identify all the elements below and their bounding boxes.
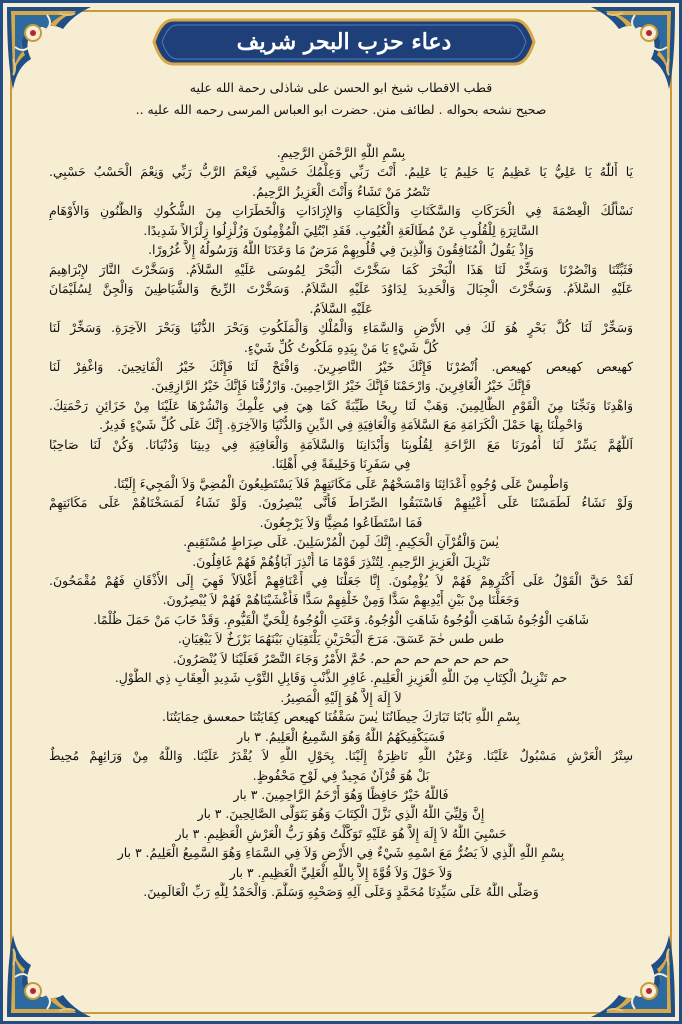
prayer-line: فَإِنَّكَ خَيْرُ الْغَافِرِينَ. وَارْحَمْنَا فَإِنَّكَ خَيْرُ الرَّاحِمِينَ. وَارْزُقْنَا فَإِنَّكَ خَيْرُ الرَّازِقِينَ. (151, 378, 531, 394)
prayer-line: كهيعص كهيعص كهيعص. اُنْصُرْنَا فَإِنَّكَ خَيْرُ النَّاصِرِينَ. وَافْتَحْ لَنَا فَإِنَّكَ خَيْرُ الْفَاتِحِينَ. وَاغْفِرْ لَنَا (49, 358, 633, 374)
prayer-line: اَللَّهُمَّ يَسِّرْ لَنَا أُمُورَنَا مَعَ الرَّاحَةِ لِقُلُوبِنَا وَأَبْدَانِنَا وَالسَّلاَمَةِ وَالْعَافِيَةِ فِي دِينِنَا وَدُنْيَانَا. وَكُنْ لَنَا صَاحِبًا (49, 436, 633, 452)
page-title: دعاء حزب البحر شريف (236, 29, 452, 55)
prayer-line: فِي سَفَرِنَا وَخَلِيفَةً فِي أَهْلِنَا. (271, 456, 411, 472)
prayer-line: بِسْمِ اللَّهِ بَابُنَا تَبَارَكَ حِيطَانُنَا يٰسٓ سَقْفُنَا كهيعص كِفَايَتُنَا حمعسق حِمَايَتُنَا. (162, 709, 520, 725)
prayer-line: كُلَّ شَيْءٍ يَا مَنْ بِيَدِهِ مَلَكُوتُ كُلِّ شَيْءٍ. (243, 339, 439, 355)
prayer-line: وَسَخِّرْ لَنَا كُلَّ بَحْرٍ هُوَ لَكَ فِي الأَرْضِ وَالسَّمَاءِ وَالْمُلْكِ وَالْمَلَكُوتِ وَبَحْرَ الدُّنْيَا وَبَحْرَ الآخِرَةِ. وَسَخِّرْ لَنَا (49, 320, 633, 336)
prayer-line: فَثَبِّتْنَا وَانْصُرْنَا وَسَخِّرْ لَنَا هَذَا الْبَحْرَ كَمَا سَخَّرْتَ الْبَحْرَ لِمُوسَى عَلَيْهِ السَّلاَمُ. وَسَخَّرْتَ النَّارَ لإِبْرَاهِيمَ (49, 261, 633, 277)
prayer-line: السَّاتِرَةِ لِلْقُلُوبِ عَنْ مُطَالَعَةِ الْغُيُوبِ. فَقَدِ ابْتُلِيَ الْمُؤْمِنُونَ وَزُلْزِلُوا زِلْزَالاً شَدِيدًا. (143, 222, 539, 238)
prayer-line: عَلَيْهِ السَّلاَمُ. (309, 300, 373, 316)
prayer-line: حَسْبِيَ اللَّهُ لاَ إِلَهَ إِلاَّ هُوَ عَلَيْهِ تَوَكَّلْتُ وَهُوَ رَبُّ الْعَرْشِ الْعَظِيمِ. ٣ بار (175, 825, 507, 841)
prayer-line: لَقَدْ حَقَّ الْقَوْلُ عَلَى أَكْثَرِهِمْ فَهُمْ لاَ يُؤْمِنُونَ. إِنَّا جَعَلْنَا فِي أَعْنَاقِهِمْ أَغْلاَلاً فَهِيَ إِلَى الأَذْقَانِ فَهُمْ مُقْمَحُونَ. (49, 572, 633, 588)
prayer-line: فَاللَّهُ خَيْرٌ حَافِظًا وَهُوَ أَرْحَمُ الرَّاحِمِينَ. ٣ بار (233, 786, 449, 802)
prayer-line: وَصَلَّى اللَّهُ عَلَى سَيِّدِنَا مُحَمَّدٍ وَعَلَى آلِهِ وَصَحْبِهِ وَسَلَّمَ. وَالْحَمْدُ لِلَّهِ رَبِّ الْعَالَمِينَ. (143, 884, 539, 900)
prayer-line: وَلاَ حَوْلَ وَلاَ قُوَّةَ إِلاَّ بِاللَّهِ الْعَلِيِّ الْعَظِيمِ. ٣ بار (229, 864, 453, 880)
prayer-line: نَسْأَلُكَ الْعِصْمَةَ فِي الْحَرَكَاتِ وَالسَّكَنَاتِ وَالْكَلِمَاتِ وَالإِرَادَاتِ وَالْخَطَرَاتِ مِنَ الشُّكُوكِ وَالظُّنُونِ وَالأَوْهَامِ (49, 203, 633, 219)
prayer-line: وَاحْمِلْنَا بِهَا حَمْلَ الْكَرَامَةِ مَعَ السَّلاَمَةِ وَالْعَافِيَةِ فِي الدِّينِ وَالدُّنْيَا وَالآخِرَةِ. إِنَّكَ عَلَى كُلِّ شَيْءٍ قَدِيرٌ. (99, 417, 583, 433)
attribution-line: قطب الاقطاب شیخ ابو الحسن علی شاذلی رحمة الله علیه (189, 80, 493, 95)
title-banner (151, 17, 537, 67)
prayer-line: وَلَوْ نَشَاءُ لَطَمَسْنَا عَلَى أَعْيُنِهِمْ فَاسْتَبَقُوا الصِّرَاطَ فَأَنَّى يُبْصِرُونَ. وَلَوْ نَشَاءُ لَمَسَخْنَاهُمْ عَلَى مَكَانَتِهِمْ (49, 495, 633, 511)
prayer-line: بِسْمِ اللَّهِ الَّذِي لاَ يَضُرُّ مَعَ اسْمِهِ شَيْءٌ فِي الأَرْضِ وَلاَ فِي السَّمَاءِ وَهُوَ السَّمِيعُ الْعَلِيمُ. ٣ بار (117, 845, 565, 861)
prayer-line: سِتْرُ الْعَرْشِ مَسْبُولٌ عَلَيْنَا. وَعَيْنُ اللَّهِ نَاظِرَةٌ إِلَيْنَا. بِحَوْلِ اللَّهِ لاَ يُقْدَرُ عَلَيْنَا. وَاللَّهُ مِنْ وَرَائِهِمْ مُحِيطٌ (49, 748, 633, 764)
prayer-line: وَاهْدِنَا وَنَجِّنَا مِنَ الْقَوْمِ الظَّالِمِينَ. وَهَبْ لَنَا رِيحًا طَيِّبَةً كَمَا هِيَ فِي عِلْمِكَ وَانْشُرْهَا عَلَيْنَا مِنْ خَزَائِنِ رَحْمَتِكَ. (49, 397, 633, 413)
source-line: صحیح نشحه بحواله . لطائف منن. حضرت ابو العباس المرسی رحمه الله علیه .. (135, 102, 547, 117)
prayer-line: لاَ إِلَهَ إِلاَّ هُوَ إِلَيْهِ الْمَصِيرُ. (280, 689, 402, 705)
prayer-line: بِسْمِ اللَّهِ الرَّحْمَنِ الرَّحِيمِ. (276, 145, 406, 160)
prayer-line: تَنْزِيلَ الْعَزِيزِ الرَّحِيمِ. لِتُنْذِرَ قَوْمًا مَا أُنْذِرَ آبَاؤُهُمْ فَهُمْ غَافِلُونَ. (192, 553, 490, 569)
prayer-line: فَمَا اسْتَطَاعُوا مُضِيًّا وَلاَ يَرْجِعُونَ. (259, 514, 423, 530)
prayer-line: وَجَعَلْنَا مِنْ بَيْنِ أَيْدِيهِمْ سَدًّا وَمِنْ خَلْفِهِمْ سَدًّا فَأَغْشَيْنَاهُمْ فَهُمْ لاَ يُبْصِرُونَ. (162, 592, 520, 608)
prayer-line: تَنْصُرُ مَنْ تَشَاءُ وَأَنْتَ الْعَزِيزُ الرَّحِيمُ. (252, 183, 430, 199)
prayer-text (49, 143, 633, 1007)
prayer-line: يَا أَللّٰهُ يَا عَلِيُّ يَا عَظِيمُ يَا حَلِيمُ يَا عَلِيمُ. أَنْتَ رَبِّي وَعِلْمُكَ حَسْبِي فَنِعْمَ الرَّبُّ رَبِّي وَنِعْمَ الْحَسْبُ حَسْبِي. (49, 164, 633, 180)
prayer-line: فَسَيَكْفِيكَهُمُ اللَّهُ وَهُوَ السَّمِيعُ الْعَلِيمُ. ٣ بار (237, 728, 445, 744)
prayer-line: يٰسٓ وَالْقُرْآنِ الْحَكِيمِ. إِنَّكَ لَمِنَ الْمُرْسَلِينَ. عَلَى صِرَاطٍ مُسْتَقِيمٍ. (183, 534, 499, 550)
prayer-line: حم حم حم حم حم حم حم. حُمَّ الأَمْرُ وَجَاءَ النَّصْرُ فَعَلَيْنَا لاَ يُنْصَرُونَ. (172, 650, 510, 666)
prayer-line: عَلَيْهِ السَّلاَمُ. وَسَخَّرْتَ الْجِبَالَ وَالْحَدِيدَ لِدَاوُدَ عَلَيْهِ السَّلاَمُ. وَسَخَّرْتَ الرِّيحَ وَالشَّيَاطِينَ وَالْجِنَّ لِسُلَيْمَانَ (49, 281, 633, 297)
prayer-line: حم تَنْزِيلُ الْكِتَابِ مِنَ اللَّهِ الْعَزِيزِ الْعَلِيمِ. غَافِرِ الذَّنْبِ وَقَابِلِ التَّوْبِ شَدِيدِ الْعِقَابِ ذِي الطَّوْلِ. (114, 670, 568, 686)
prayer-line: شَاهَتِ الْوُجُوهُ شَاهَتِ الْوُجُوهُ شَاهَتِ الْوُجُوهُ. وَعَنَتِ الْوُجُوهُ لِلْحَيِّ الْقَيُّومِ. وَقَدْ خَابَ مَنْ حَمَلَ ظُلْمًا. (93, 611, 589, 627)
prayer-line: إِنَّ وَلِيِّيَ اللَّهُ الَّذِي نَزَّلَ الْكِتَابَ وَهُوَ يَتَوَلَّى الصَّالِحِينَ. ٣ بار (197, 806, 485, 822)
prayer-line: بَلْ هُوَ قُرْآنٌ مَجِيدٌ فِي لَوْحٍ مَحْفُوظٍ. (252, 767, 430, 783)
prayer-line: طس طس حٰمٓ عٓسٓقٓ. مَرَجَ الْبَحْرَيْنِ يَلْتَقِيَانِ بَيْنَهُمَا بَرْزَخٌ لاَ يَبْغِيَانِ. (177, 631, 505, 647)
prayer-line: وَإِذْ يَقُولُ الْمُنَافِقُونَ وَالَّذِينَ فِي قُلُوبِهِمْ مَرَضٌ مَا وَعَدَنَا اللَّهُ وَرَسُولُهُ إِلاَّ غُرُورًا. (148, 242, 534, 258)
prayer-line: وَاطْمِسْ عَلَى وُجُوهِ أَعْدَائِنَا وَامْسَخْهُمْ عَلَى مَكَانَتِهِمْ فَلاَ يَسْتَطِيعُونَ الْمُضِيَّ وَلاَ الْمَجِيءَ إِلَيْنَا. (113, 475, 569, 491)
attribution-header (63, 77, 619, 121)
